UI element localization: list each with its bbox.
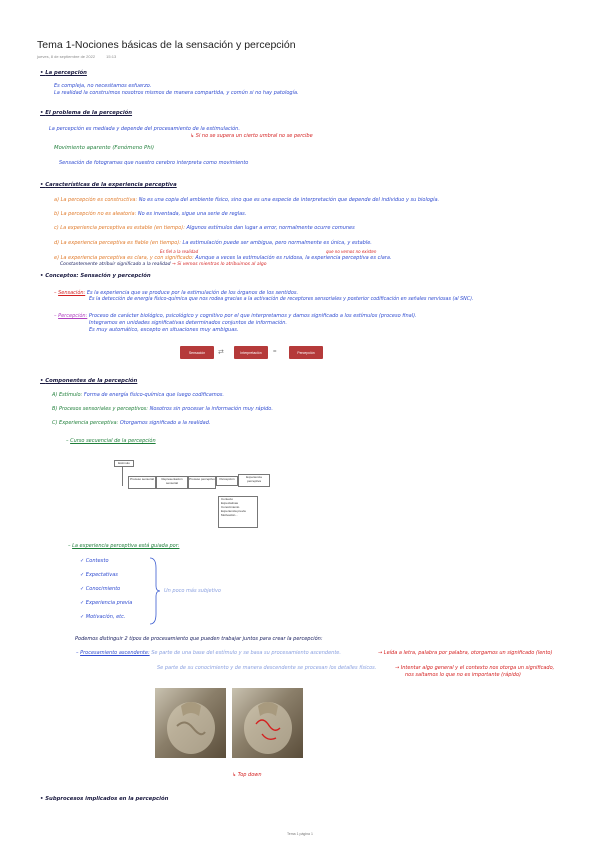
diagram-factors-list bbox=[218, 496, 258, 528]
section-componentes-heading: • Componentes de la percepción bbox=[40, 378, 138, 384]
s5-guided-heading: – La experiencia perceptiva está guiada por: bbox=[68, 543, 180, 549]
s6-desc-red1: → Intentar algo general y el contexto nos otorga un significado, bbox=[395, 665, 555, 671]
s5-item-a: A) Estímulo: Forma de energía físico-química que luego codificamos. bbox=[52, 392, 224, 398]
page-footer: Tema 1 página 1 bbox=[287, 832, 313, 836]
s5-item-b: B) Procesos sensoriales y perceptivos: Nosotros sin procesar la información muy rápido. bbox=[52, 406, 273, 412]
page-meta bbox=[37, 54, 116, 59]
diagram-box-percepcion: Percepción bbox=[216, 476, 238, 486]
s5-curso-heading: – Curso secuencial de la percepción bbox=[66, 438, 156, 444]
page-date: jueves, 8 de septiembre de 2022 bbox=[37, 54, 96, 59]
photo-caption: ↳ Top down bbox=[232, 772, 262, 778]
section-conceptos-heading: • Conceptos: Sensación y percepción bbox=[40, 273, 151, 279]
diagram-box-representacion: Representación sensorial bbox=[156, 476, 188, 489]
s4-percepcion-line3: Es muy automático, excepto en situaciones muy ambiguas. bbox=[89, 327, 239, 333]
guided-item: ✓ Motivación, etc. bbox=[80, 614, 126, 620]
s2-note: ↳ Si no se supera un cierto umbral no se percibe bbox=[190, 133, 313, 139]
s5-item-c: C) Experiencia perceptiva: Otorgamos significado a la realidad. bbox=[52, 420, 211, 426]
s4-sensacion-line2: Es la detección de energía físico-química que nos rodea gracias a la activación de receptores sensoriales y posterior codificación en señales nerviosas (al SNC). bbox=[89, 297, 474, 302]
page-title: Tema 1-Nociones básicas de la sensación y percepción bbox=[37, 39, 296, 51]
brace-note: Un poco más subjetivo bbox=[164, 588, 221, 594]
section-caracteristicas-heading: • Características de la experiencia perceptiva bbox=[40, 182, 177, 188]
s3-item-b: b) La percepción no es aleatoria: No es inventada, sigue una serie de reglas. bbox=[54, 211, 247, 217]
s3-e-note-top: Es fiel a la realidad bbox=[160, 249, 199, 254]
section-problema-heading: • El problema de la percepción bbox=[40, 110, 133, 116]
percepcion-box: Percepción bbox=[289, 346, 323, 359]
diagram-estimulo: Estímulo bbox=[114, 460, 134, 467]
s6-descendente: Se parte de su conocimiento y de manera descendente se procesan los detalles físicos. bbox=[157, 665, 377, 671]
s6-ascendente: – Procesamiento ascendente: Se parte de una base del estímulo y se basa su procesamiento ascendente. bbox=[76, 650, 341, 656]
s4-sensacion-line1: – Sensación: Es la experiencia que se produce por la estimulación de los órganos de los sentidos. bbox=[54, 290, 299, 296]
s1-line2: La realidad la construimos nosotros mismos de manera compartida, y común si no hay patología. bbox=[54, 90, 299, 96]
interpretacion-box: Interpretación bbox=[234, 346, 268, 359]
s3-item-e: e) La experiencia perceptiva es clara, y con significado: Aunque a veces la estimulación es ruidosa, la experiencia perceptiva es clara. bbox=[54, 255, 392, 261]
s3-item-a: a) La percepción es constructiva: No es una copia del ambiente físico, sino que es una especie de interpretación que depende del individuo y su biología. bbox=[54, 197, 440, 203]
vase-figure-icon bbox=[155, 688, 226, 758]
diagram-factor: Expectativas bbox=[221, 501, 239, 505]
page-time: 15:13 bbox=[106, 54, 117, 59]
s2-sub-heading: Movimiento aparente (Fenómeno Phi) bbox=[54, 145, 155, 151]
arrow-cycle-icon: ⇄ bbox=[218, 349, 224, 356]
s4-percepcion-line1: – Percepción: Proceso de carácter biológico, psicológico y cognitivo por el que interpretamos y damos significado a los estímulos (proceso final). bbox=[54, 313, 417, 319]
guided-item: ✓ Contexto bbox=[80, 558, 109, 564]
equals-icon: = bbox=[273, 349, 277, 355]
s6-asc-red: → Leída a letra, palabra por palabra, otorgamos un significado (lento) bbox=[378, 650, 553, 656]
guided-item: ✓ Experiencia previa bbox=[80, 600, 133, 606]
s2-sub-text: Sensación de fotogramas que nuestro cerebro interpreta como movimiento bbox=[59, 160, 249, 166]
s4-percepcion-line2: Integramos en unidades significativas determinados conjuntos de información. bbox=[89, 320, 288, 326]
section-subprocesos-heading: • Subprocesos implicados en la percepción bbox=[40, 796, 169, 802]
diagram-factor: Conocimiento bbox=[221, 505, 240, 509]
vase-highlight-icon bbox=[232, 688, 303, 758]
diagram-factor: Motivación... bbox=[221, 513, 238, 517]
diagram-box-proceso-sensorial: Proceso sensorial bbox=[128, 476, 156, 489]
s3-item-d: d) La experiencia perceptiva es fiable (en tiempo): La estimulación puede ser ambigua, pero normalmente es única, y estable. bbox=[54, 240, 372, 246]
curso-diagram bbox=[112, 458, 272, 528]
s3-e-sub: Constantemente atribuir significado a la realidad → Si vemos mientras lo atribuimos al algo bbox=[60, 262, 267, 267]
brace-icon bbox=[148, 556, 162, 626]
sensacion-box: Sensación bbox=[180, 346, 214, 359]
guided-item: ✓ Expectativas bbox=[80, 572, 118, 578]
s6-distinguish: Podemos distinguir 2 tipos de procesamiento que pueden trabajar juntos para crear la percepción: bbox=[75, 636, 323, 642]
diagram-box-experiencia: Experiencia perceptiva bbox=[238, 474, 270, 487]
s1-line1: Es compleja, no necesitamos esfuerzo. bbox=[54, 83, 152, 89]
vase-photo-plain bbox=[155, 688, 226, 758]
s6-desc-red2: nos saltamos lo que no es importante (rápido) bbox=[405, 672, 521, 678]
s2-line1: La percepción es mediada y depende del procesamiento de la estimulación. bbox=[49, 126, 240, 132]
diagram-connector bbox=[122, 466, 123, 486]
s3-item-c: c) La experiencia perceptiva es estable (en tiempo): Algunos estímulos dan lugar a error, normalmente ocurre comunes bbox=[54, 225, 355, 231]
diagram-box-proceso-perceptivo: Proceso perceptivo bbox=[188, 476, 216, 489]
section-percepcion-heading: • La percepción bbox=[40, 70, 87, 76]
guided-item: ✓ Conocimiento bbox=[80, 586, 121, 592]
vase-photo-highlighted bbox=[232, 688, 303, 758]
diagram-factor: Contexto bbox=[221, 497, 234, 501]
diagram-factor: Experiencia previa bbox=[221, 509, 246, 513]
s3-e-note-red: que no vemos no existen bbox=[326, 249, 377, 254]
